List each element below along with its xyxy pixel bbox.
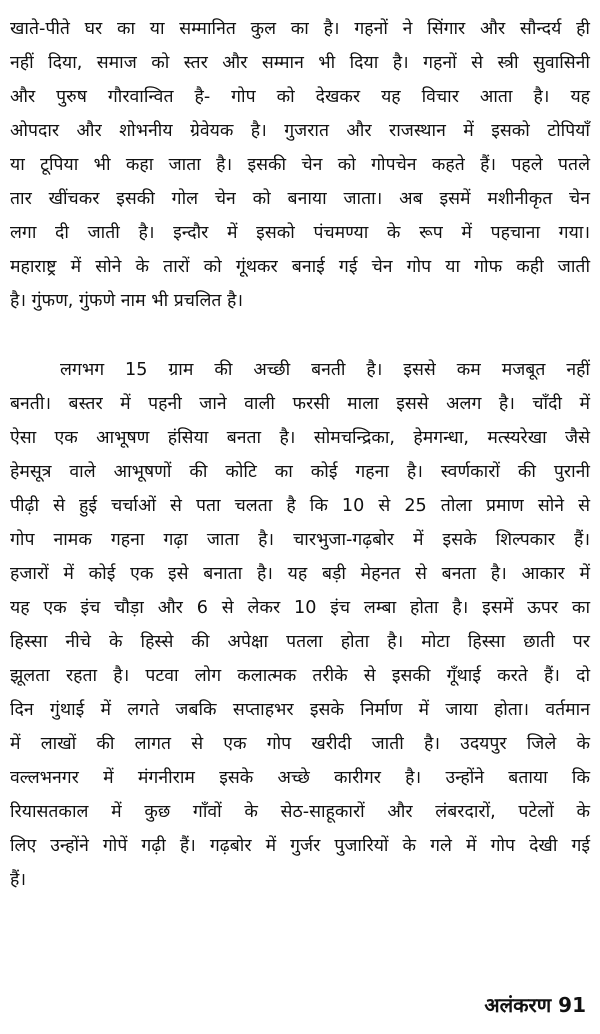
paragraph-2 [10,353,590,897]
text-line: नहीं दिया, समाज को स्तर और सम्मान भी दिया है। गहनों से स्त्री सुवासिनी [10,53,590,73]
text-line: तार खींचकर इसकी गोल चेन को बनाया जाता। अब इसमें मशीनीकृत चेन [10,189,590,209]
text-line: या टूपिया भी कहा जाता है। इसकी चेन को गोपचेन कहते हैं। पहले पतले [10,155,590,175]
text-line: झूलता रहता है। पटवा लोग कलात्मक तरीके से इसकी गूँथाई करते हैं। दो [10,666,590,686]
text-line: महाराष्ट्र में सोने के तारों को गूंथकर बनाई गई चेन गोप या गोफ कही जाती [10,257,590,277]
text-line: बनती। बस्तर में पहनी जाने वाली फरसी माला इससे अलग है। चाँदी में [10,394,590,414]
page-footer [484,990,586,1020]
text-line: रियासतकाल में कुछ गाँवों के सेठ-साहूकारों और लंबरदारों, पटेलों के [10,802,590,822]
text-line: वल्लभनगर में मंगनीराम इसके अच्छे कारीगर है। उन्होंने बताया कि [10,768,590,788]
text-line: हेमसूत्र वाले आभूषणों की कोटि का कोई गहना है। स्वर्णकारों की पुरानी [10,462,590,482]
text-line: गोप नामक गहना गढ़ा जाता है। चारभुजा-गढ़बोर में इसके शिल्पकार हैं। [10,530,590,550]
text-line: लिए उन्होंने गोपें गढ़ी हैं। गढ़बोर में गुर्जर पुजारियों के गले में गोप देखी गई [10,836,590,856]
text-line: लगा दी जाती है। इन्दौर में इसको पंचमण्या के रूप में पहचाना गया। [10,223,590,243]
text-line: में लाखों की लागत से एक गोप खरीदी जाती है। उदयपुर जिले के [10,734,590,754]
running-footer-title: अलंकरण [484,993,552,1017]
text-line: लगभग 15 ग्राम की अच्छी बनती है। इससे कम मजबूत नहीं [60,360,590,380]
text-line: खाते-पीते घर का या सम्मानित कुल का है। गहनों ने सिंगार और सौन्दर्य ही [10,19,590,39]
page-number: 91 [558,993,586,1017]
text-line: दिन गुंथाई में लगते जबकि सप्ताहभर इसके निर्माण में जाया होता। वर्तमान [10,700,590,720]
paragraph-1 [10,12,590,318]
text-line: पीढ़ी से हुई चर्चाओं से पता चलता है कि 10 से 25 तोला प्रमाण सोने से [10,496,590,516]
text-line: ओपदार और शोभनीय ग्रेवेयक है। गुजरात और राजस्थान में इसको टोपियाँ [10,121,590,141]
text-line: हजारों में कोई एक इसे बनाता है। यह बड़ी मेहनत से बनता है। आकार में [10,564,590,584]
text-line: और पुरुष गौरवान्वित है- गोप को देखकर यह विचार आता है। यह [10,87,590,107]
text-line: हिस्सा नीचे के हिस्से की अपेक्षा पतला होता है। मोटा हिस्सा छाती पर [10,632,590,652]
text-line: ऐसा एक आभूषण हंसिया बनता है। सोमचन्द्रिका, हेमगन्धा, मत्स्यरेखा जैसे [10,428,590,448]
text-line: यह एक इंच चौड़ा और 6 से लेकर 10 इंच लम्बा होता है। इसमें ऊपर का [10,598,590,618]
text-line: है। गुंफण, गुंफणे नाम भी प्रचलित है। [10,291,244,311]
text-line: हैं। [10,870,27,890]
